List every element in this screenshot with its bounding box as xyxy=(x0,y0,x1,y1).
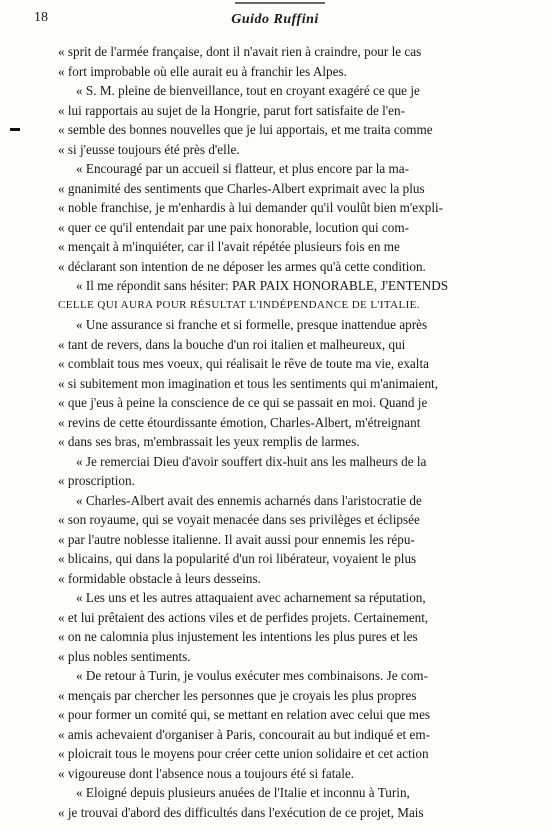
text-line: « Il me répondit sans hésiter: PAR PAIX HONORABLE, J'ENTENDS xyxy=(76,278,449,293)
text-line: « Une assurance si franche et si formelle, presque inattendue après xyxy=(76,317,428,332)
text-line: « mençait à m'inquiéter, car il l'avait répétée plusieurs fois en me xyxy=(58,239,400,254)
text-line: « semble des bonnes nouvelles que je lui apportais, et me traita comme xyxy=(58,122,433,137)
text-line: « par l'autre noblesse italienne. Il avait aussi pour ennemis les répu- xyxy=(58,531,415,547)
text-line: « lui rapportais au sujet de la Hongrie, parut fort satisfaite de l'en- xyxy=(58,102,405,118)
text-line: « sprit de l'armée française, dont il n'avait rien à craindre, pour le cas xyxy=(58,44,422,59)
text-line: « proscription. xyxy=(58,473,135,488)
text-line: « on ne calomnia plus injustement les intentions les plus pures et les xyxy=(58,629,418,644)
text-line: « ploicrait tous le moyens pour créer cette union solidaire et cet action xyxy=(58,746,429,761)
body-text xyxy=(58,42,528,822)
text-line: « De retour à Turin, je voulus exécuter mes combinaisons. Je com- xyxy=(76,668,428,683)
text-line: « Charles-Albert avait des ennemis acharnés dans l'aristocratie de xyxy=(76,492,422,508)
text-line: « dans ses bras, m'embrassait les yeux remplis de larmes. xyxy=(58,434,360,449)
running-head: Guido Ruffini xyxy=(231,12,319,27)
text-line: « que j'eus à peine la conscience de ce qui se passait en moi. Quand je xyxy=(58,395,428,410)
text-line: « Je remerciai Dieu d'avoir souffert dix-huit ans les malheurs de la xyxy=(76,453,427,469)
text-line: « S. M. pleine de bienveillance, tout en croyant exagéré ce que je xyxy=(76,83,420,98)
text-line: « son royaume, qui se voyait menacée dans ses privilèges et éclipsée xyxy=(58,512,420,527)
text-line: « déclarant son intention de ne déposer les armes qu'à cette condition. xyxy=(58,258,426,274)
text-line: « revins de cette étourdissante émotion, Charles-Albert, m'étreignant xyxy=(58,414,421,430)
text-line: « tant de revers, dans la bouche d'un roi italien et malheureux, qui xyxy=(58,336,406,352)
text-line: « Eloigné depuis plusieurs anuées de l'Italie et inconnu à Turin, xyxy=(76,785,410,800)
text-line: « noble franchise, je m'enhardis à lui demander qu'il voulût bien m'expli- xyxy=(58,200,444,215)
text-line: « Les uns et les autres attaquaient avec acharnement sa réputation, xyxy=(76,590,426,605)
text-line: « mençais par chercher les personnes que je croyais les plus propres xyxy=(58,687,417,703)
text-line: « gnanimité des sentiments que Charles-Albert exprimait avec la plus xyxy=(58,180,425,196)
text-line: « comblait tous mes voeux, qui réalisait le rêve de toute ma vie, exalta xyxy=(58,356,429,371)
text-line: « plus nobles sentiments. xyxy=(58,648,191,664)
text-line: « pour former un comité qui, se mettant en relation avec celui que mes xyxy=(58,707,431,722)
text-line: « Encouragé par un accueil si flatteur, et plus encore par la ma- xyxy=(76,161,410,176)
text-line: « si subitement mon imagination et tous les sentiments qui m'animaient, xyxy=(58,375,439,391)
text-line: « amis achevaient d'organiser à Paris, concourait au but indiqué et em- xyxy=(58,726,430,742)
text-line: CELLE QUI AURA POUR RÉSULTAT L'INDÉPENDANCE DE L'ITALIE. xyxy=(58,298,420,311)
text-line: « fort improbable où elle aurait eu à franchir les Alpes. xyxy=(58,63,347,79)
text-line: « si j'eusse toujours été près d'elle. xyxy=(58,141,240,157)
text-line: « blicains, qui dans la popularité d'un roi libérateur, voyaient le plus xyxy=(58,551,417,566)
text-line: « formidable obstacle à leurs desseins. xyxy=(58,570,261,586)
text-line: « je trouvai d'abord des difficultés dans l'exécution de ce projet, Mais xyxy=(58,804,424,820)
page-number: 18 xyxy=(34,10,48,25)
margin-mark xyxy=(10,128,20,131)
text-line: « et lui prêtaient des actions viles et de perfides projets. Certainement, xyxy=(58,609,429,625)
text-line: « quer ce qu'il entendait par une paix honorable, locution qui com- xyxy=(58,219,410,235)
page-header xyxy=(0,0,550,34)
text-line: « vigoureuse dont l'absence nous a toujours été si fatale. xyxy=(58,765,355,781)
